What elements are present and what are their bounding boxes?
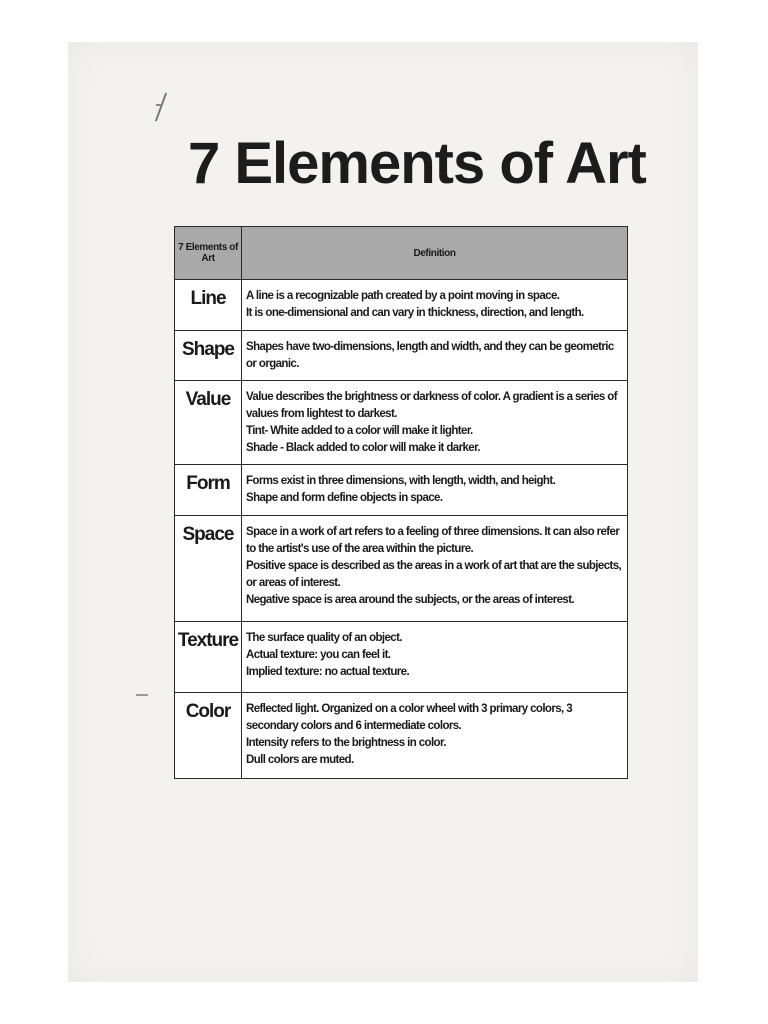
element-term: Shape [175,331,242,381]
element-definition [242,465,628,516]
element-term: Value [175,381,242,465]
element-definition [242,331,628,381]
table-row [175,622,628,693]
definition-line: Space in a work of art refers to a feeling of three dimensions. It can also refer to the artist's use of the area within the picture. [246,526,620,555]
page-title: 7 Elements of Art [188,131,646,196]
element-term: Form [175,465,242,516]
pen-mark [155,93,167,122]
element-term: Color [175,693,242,779]
element-definition [242,280,628,331]
element-term: Space [175,516,242,622]
column-header-elements: 7 Elements of Art [175,227,242,280]
definition-line: Shade - Black added to color will make it darker. [246,442,480,454]
element-definition [242,622,628,693]
definition-line: Value describes the brightness or darkness of color. A gradient is a series of values from lightest to darkest. [246,391,617,420]
element-term: Texture [175,622,242,693]
definition-line: Positive space is described as the areas in a work of art that are the subjects, or areas of interest. [246,560,622,589]
table-row [175,465,628,516]
definition-line: It is one-dimensional and can vary in thickness, direction, and length. [246,307,584,319]
definition-line: Implied texture: no actual texture. [246,666,410,678]
scanned-page [68,42,698,982]
pen-mark [136,694,148,696]
definition-line: Shapes have two-dimensions, length and width, and they can be geometric or organic. [246,341,614,370]
definition-line: Actual texture: you can feel it. [246,649,391,661]
definition-line: A line is a recognizable path created by a point moving in space. [246,290,560,302]
element-definition [242,693,628,779]
column-header-definition: Definition [242,227,628,280]
definition-line: Forms exist in three dimensions, with length, width, and height. [246,475,556,487]
element-definition [242,516,628,622]
definition-line: Negative space is area around the subjects, or the areas of interest. [246,594,575,606]
element-definition [242,381,628,465]
table-header-row [175,227,628,280]
table-row [175,280,628,331]
table-row [175,331,628,381]
definition-line: Dull colors are muted. [246,754,354,766]
elements-table [174,226,628,779]
definition-line: Shape and form define objects in space. [246,492,443,504]
definition-line: Intensity refers to the brightness in color. [246,737,446,749]
element-term: Line [175,280,242,331]
table-row [175,516,628,622]
definition-line: Tint- White added to a color will make it lighter. [246,425,473,437]
table-row [175,693,628,779]
table-row [175,381,628,465]
definition-line: Reflected light. Organized on a color wheel with 3 primary colors, 3 secondary colors and 6 intermediate colors. [246,703,573,732]
definition-line: The surface quality of an object. [246,632,402,644]
pen-mark [156,104,162,106]
